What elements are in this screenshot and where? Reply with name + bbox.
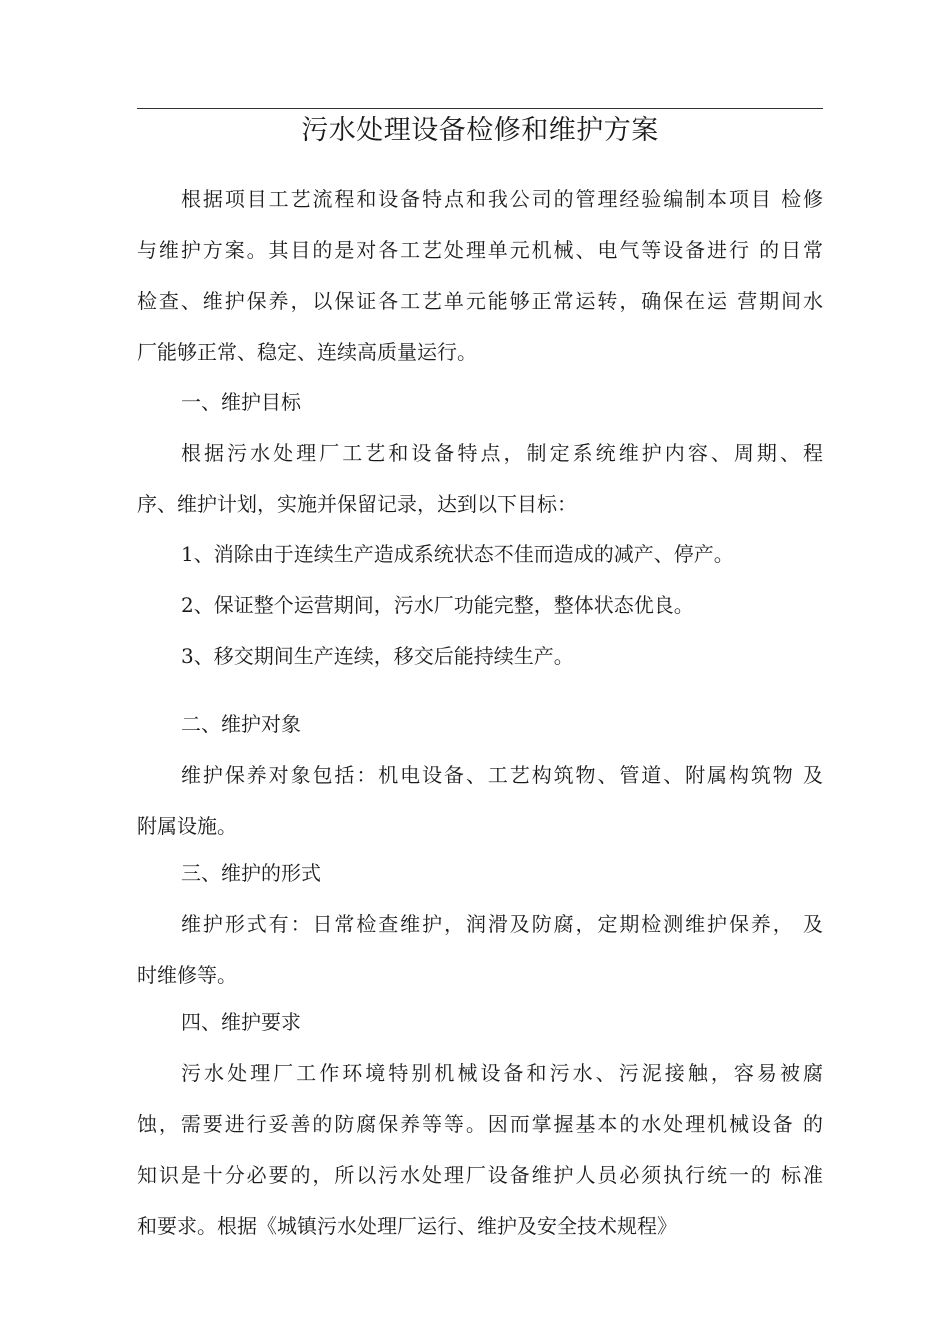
header-rule	[137, 108, 823, 109]
section-4-body-line: 蚀，需要进行妥善的防腐保养等等。因而掌握基本的水处理机械设备 的	[137, 1112, 823, 1136]
section-1-body-line: 根据污水处理厂工艺和设备特点，制定系统维护内容、周期、程	[181, 441, 823, 465]
section-4-body-line: 和要求。根据《城镇污水处理厂运行、维护及安全技术规程》	[137, 1214, 677, 1238]
section-1-list	[137, 529, 827, 682]
list-item: 1、消除由于连续生产造成系统状态不佳而造成的减产、停产。	[181, 542, 734, 566]
intro-line: 厂能够正常、稳定、连续高质量运行。	[137, 340, 477, 364]
section-1	[137, 377, 827, 530]
list-item: 3、移交期间生产连续，移交后能持续生产。	[181, 644, 574, 668]
section-3-body-line: 时维修等。	[137, 963, 237, 987]
section-1-body-line: 序、维护计划，实施并保留记录，达到以下目标：	[137, 492, 577, 516]
section-4-body-line: 污水处理厂工作环境特别机械设备和污水、污泥接触，容易被腐	[181, 1061, 823, 1085]
section-2-body-line: 维护保养对象包括：机电设备、工艺构筑物、管道、附属构筑物 及	[181, 763, 823, 787]
section-3-body-line: 维护形式有：日常检查维护，润滑及防腐，定期检测维护保养， 及	[181, 912, 823, 936]
section-3-heading: 三、维护的形式	[181, 861, 321, 885]
section-3	[137, 848, 827, 1001]
intro-line: 检查、维护保养，以保证各工艺单元能够正常运转，确保在运 营期间水	[137, 289, 823, 313]
intro-line: 与维护方案。其目的是对各工艺处理单元机械、电气等设备进行 的日常	[137, 238, 823, 262]
section-4-heading: 四、维护要求	[181, 1010, 301, 1034]
section-4-body-line: 知识是十分必要的，所以污水处理厂设备维护人员必须执行统一的 标准	[137, 1163, 823, 1187]
section-1-heading: 一、维护目标	[181, 390, 301, 414]
section-4	[137, 997, 827, 1252]
document-title: 污水处理设备检修和维护方案	[301, 115, 659, 146]
section-2-heading: 二、维护对象	[181, 712, 301, 736]
section-2	[137, 699, 827, 852]
intro-paragraph	[137, 174, 827, 378]
intro-line: 根据项目工艺流程和设备特点和我公司的管理经验编制本项目 检修	[181, 187, 823, 211]
list-item: 2、保证整个运营期间，污水厂功能完整，整体状态优良。	[181, 593, 694, 617]
section-2-body-line: 附属设施。	[137, 814, 237, 838]
